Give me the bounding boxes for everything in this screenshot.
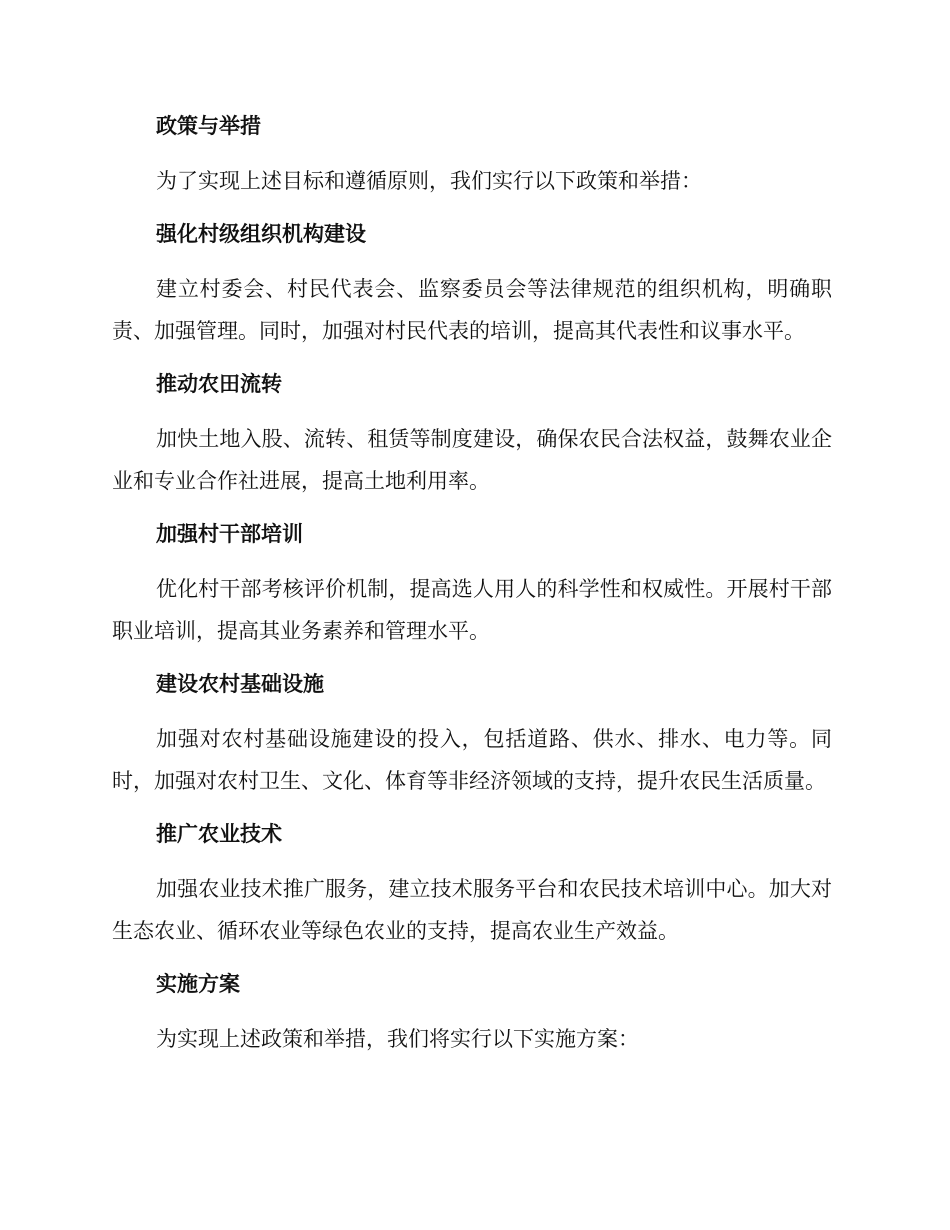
section-heading-village-organization: 强化村级组织机构建设 bbox=[156, 222, 366, 246]
paragraph-agri-technology: 加强农业技术推广服务，建立技术服务平台和农民技术培训中心。加大对生态农业、循环农业等绿色农业的支持，提高农业生产效益。 bbox=[112, 877, 832, 943]
section-heading-implementation: 实施方案 bbox=[156, 972, 240, 996]
paragraph-policies-intro: 为了实现上述目标和遵循原则，我们实行以下政策和举措： bbox=[156, 169, 702, 193]
document-page bbox=[112, 108, 832, 1060]
paragraph-implementation-intro: 为实现上述政策和举措，我们将实行以下实施方案： bbox=[156, 1027, 639, 1051]
paragraph-village-organization: 建立村委会、村民代表会、监察委员会等法律规范的组织机构，明确职责、加强管理。同时，加强对村民代表的培训，提高其代表性和议事水平。 bbox=[112, 277, 832, 343]
paragraph-farmland-transfer: 加快土地入股、流转、租赁等制度建设，确保农民合法权益，鼓舞农业企业和专业合作社进展，提高土地利用率。 bbox=[112, 427, 832, 493]
paragraph-cadre-training: 优化村干部考核评价机制，提高选人用人的科学性和权威性。开展村干部职业培训，提高其业务素养和管理水平。 bbox=[112, 577, 832, 643]
paragraph-infrastructure: 加强对农村基础设施建设的投入，包括道路、供水、排水、电力等。同时，加强对农村卫生、文化、体育等非经济领域的支持，提升农民生活质量。 bbox=[112, 727, 832, 793]
section-heading-cadre-training: 加强村干部培训 bbox=[156, 522, 303, 546]
section-heading-farmland-transfer: 推动农田流转 bbox=[156, 372, 282, 396]
section-heading-agri-technology: 推广农业技术 bbox=[156, 822, 282, 846]
section-heading-infrastructure: 建设农村基础设施 bbox=[156, 672, 324, 696]
section-heading-policies: 政策与举措 bbox=[156, 114, 261, 138]
